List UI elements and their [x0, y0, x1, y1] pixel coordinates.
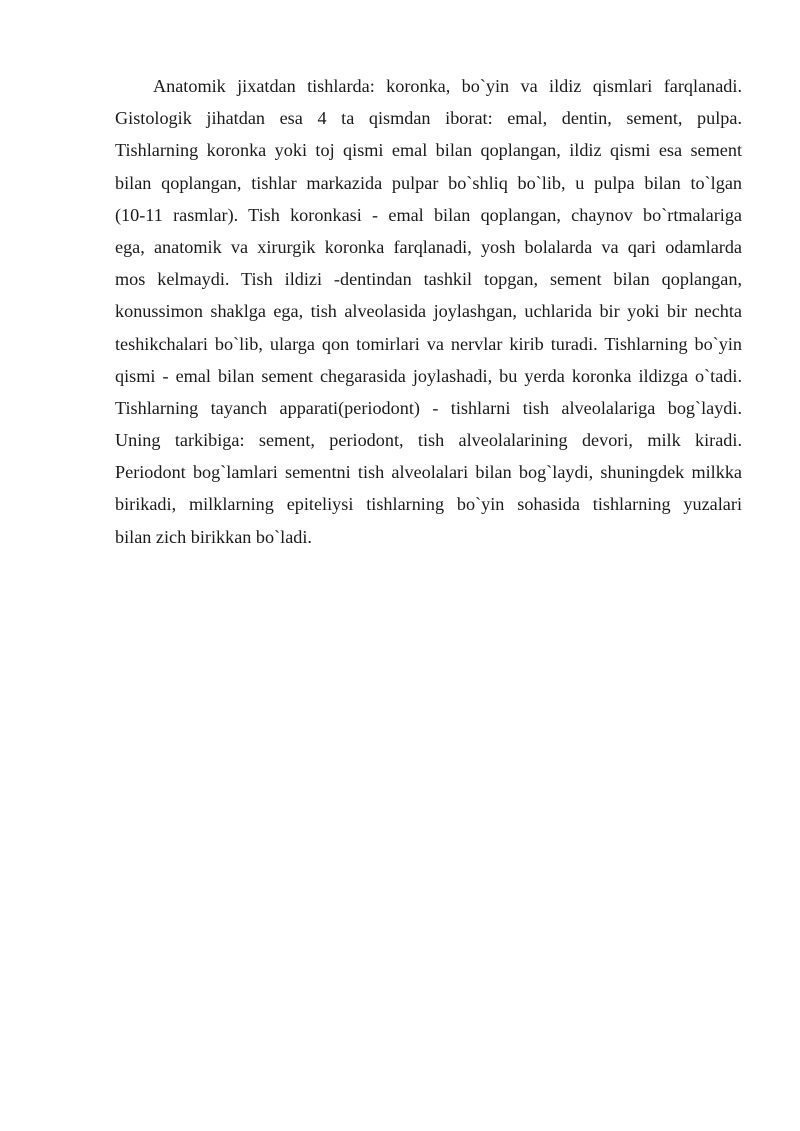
paragraph-line: teshikchalari bo`lib, ularga qon tomirlari va nervlar kirib turadi. Tishlarning bo`yin [115, 333, 742, 354]
paragraph-line: mos kelmaydi. Tish ildizi -dentindan tashkil topgan, sement bilan qoplangan, [115, 269, 742, 290]
paragraph-line: qismi - emal bilan sement chegarasida joylashadi, bu yerda koronka ildizga o`tadi. [115, 365, 742, 386]
paragraph-line: Periodont bog`lamlari sementni tish alveolalari bilan bog`laydi, shuningdek milkka [115, 462, 742, 483]
paragraph-line: Uning tarkibiga: sement, periodont, tish alveolalarining devori, milk kiradi. [115, 430, 742, 451]
body-paragraph [115, 70, 742, 553]
paragraph-line: konussimon shaklga ega, tish alveolasida joylashgan, uchlarida bir yoki bir nechta [115, 301, 742, 322]
paragraph-line: bilan qoplangan, tishlar markazida pulpar bo`shliq bo`lib, u pulpa bilan to`lgan [115, 172, 742, 193]
paragraph-line: Tishlarning koronka yoki toj qismi emal bilan qoplangan, ildiz qismi esa sement [115, 140, 742, 161]
paragraph-line: Anatomik jixatdan tishlarda: koronka, bo`yin va ildiz qismlari farqlanadi. [153, 76, 742, 96]
paragraph-line: bilan zich birikkan bo`ladi. [115, 526, 312, 547]
paragraph-line: birikadi, milklarning epiteliysi tishlarning bo`yin sohasida tishlarning yuzalari [115, 494, 742, 515]
paragraph-line: Gistologik jihatdan esa 4 ta qismdan iborat: emal, dentin, sement, pulpa. [115, 108, 742, 129]
paragraph-line: (10-11 rasmlar). Tish koronkasi - emal bilan qoplangan, chaynov bo`rtmalariga [115, 204, 742, 225]
paragraph-line: Tishlarning tayanch apparati(periodont) - tishlarni tish alveolalariga bog`laydi. [115, 397, 742, 418]
paragraph-line: ega, anatomik va xirurgik koronka farqlanadi, yosh bolalarda va qari odamlarda [115, 236, 742, 257]
